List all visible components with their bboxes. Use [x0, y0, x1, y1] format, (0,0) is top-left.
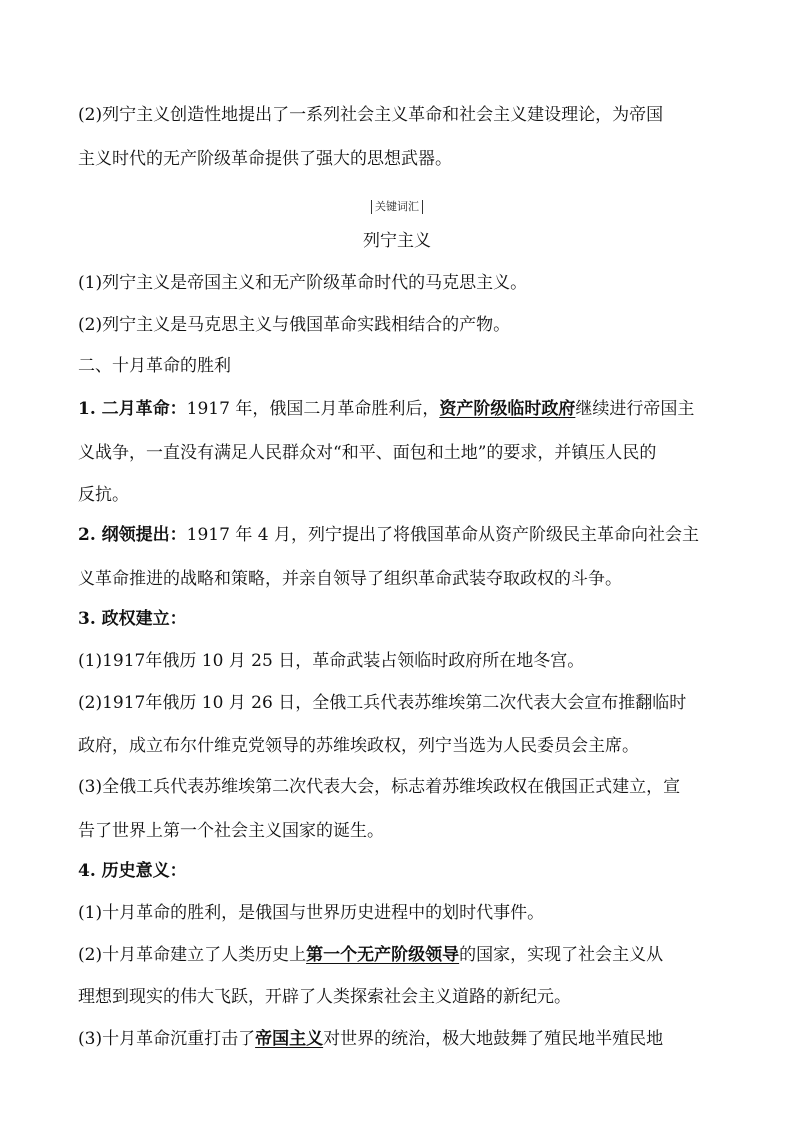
- paragraph-line: 主义时代的无产阶级革命提供了强大的思想武器。: [78, 149, 452, 169]
- list-item: (1)1917年俄历 10 月 25 日，革命武装占领临时政府所在地冬宫。: [78, 651, 585, 671]
- emphasis-text: 帝国主义: [255, 1029, 324, 1049]
- emphasis-text: 第一个无产阶级领导: [306, 945, 460, 965]
- paragraph-line: 理想到现实的伟大飞跃，开辟了人类探索社会主义道路的新纪元。: [78, 987, 571, 1007]
- list-item: (1)十月革命的胜利，是俄国与世界历史进程中的划时代事件。: [78, 903, 545, 923]
- emphasis-text: 资产阶级临时政府: [439, 399, 576, 419]
- paragraph-line: (2)列宁主义创造性地提出了一系列社会主义革命和社会主义建设理论，为帝国: [78, 105, 664, 125]
- point-heading: 2. 纲领提出：: [78, 525, 187, 545]
- paragraph-line: 义革命推进的战略和策略，并亲自领导了组织革命武装夺取政权的斗争。: [78, 569, 622, 589]
- point-heading: 4. 历史意义：: [78, 861, 187, 881]
- keyword-item: (2)列宁主义是马克思主义与俄国革命实践相结合的产物。: [78, 315, 511, 335]
- list-item: (3)十月革命沉重打击了帝国主义对世界的统治，极大地鼓舞了殖民地半殖民地: [78, 1029, 664, 1049]
- list-item: (2)十月革命建立了人类历史上第一个无产阶级领导的国家，实现了社会主义从: [78, 945, 664, 965]
- point-heading: 1. 二月革命：: [78, 399, 187, 419]
- keyword-title: 列宁主义: [363, 231, 431, 251]
- paragraph-line: 义战争，一直没有满足人民群众对“和平、面包和土地”的要求，并镇压人民的: [78, 443, 657, 463]
- paragraph-line: 政府，成立布尔什维克党领导的苏维埃政权，列宁当选为人民委员会主席。: [78, 736, 639, 756]
- section-title: 二、十月革命的胜利: [78, 356, 231, 376]
- keyword-tag: 关键词汇: [0, 195, 794, 214]
- keyword-item: (1)列宁主义是帝国主义和无产阶级革命时代的马克思主义。: [78, 273, 528, 293]
- point-program: 2. 纲领提出：1917 年 4 月，列宁提出了将俄国革命从资产阶级民主革命向社会主: [78, 525, 699, 545]
- paragraph-line: 反抗。: [78, 485, 129, 505]
- list-item: (3)全俄工兵代表苏维埃第二次代表大会，标志着苏维埃政权在俄国正式建立，宣: [78, 777, 681, 797]
- list-item: (2)1917年俄历 10 月 26 日，全俄工兵代表苏维埃第二次代表大会宣布推翻临时: [78, 693, 687, 713]
- point-heading: 3. 政权建立：: [78, 609, 187, 629]
- paragraph-line: 告了世界上第一个社会主义国家的诞生。: [78, 821, 384, 841]
- point-february-revolution: 1. 二月革命：1917 年，俄国二月革命胜利后，资产阶级临时政府继续进行帝国主: [78, 399, 695, 419]
